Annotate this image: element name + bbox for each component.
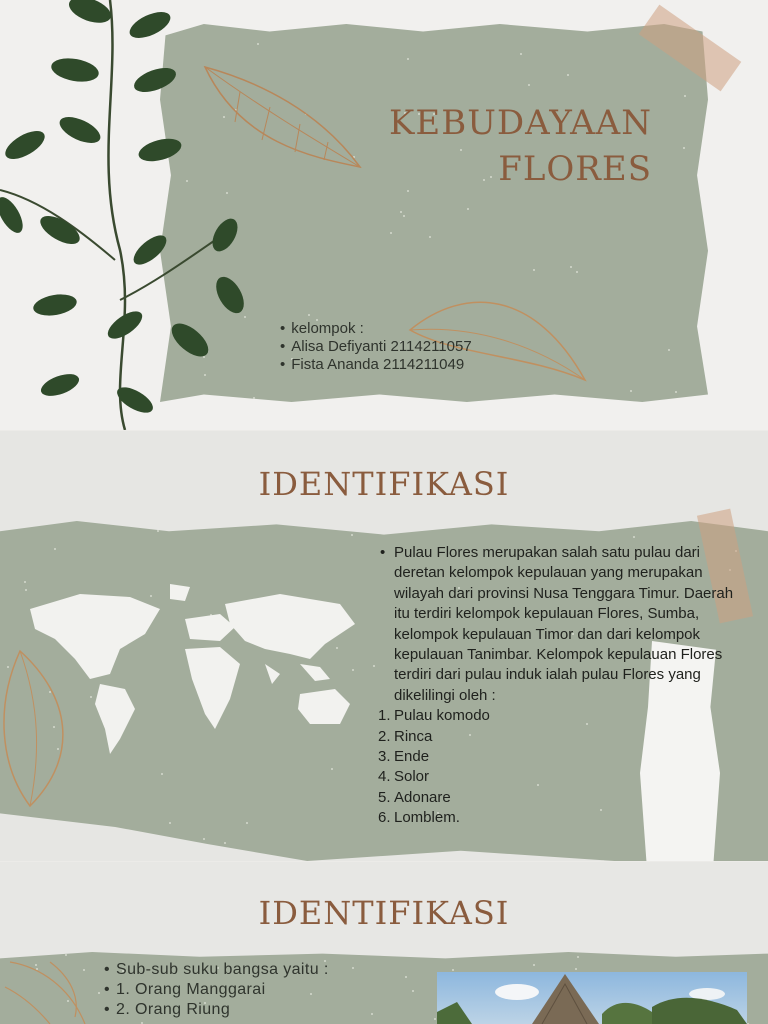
paper-speck bbox=[371, 1013, 373, 1015]
section-heading: IDENTIFIKASI bbox=[258, 894, 510, 932]
paper-speck bbox=[331, 768, 333, 770]
paper-speck bbox=[400, 211, 402, 213]
paper-speck bbox=[246, 822, 248, 824]
paper-speck bbox=[533, 269, 535, 271]
list-item: • 2. Orang Riung bbox=[104, 1000, 329, 1020]
paper-speck bbox=[668, 349, 670, 351]
paper-speck bbox=[684, 95, 686, 97]
green-vine-leaves-icon bbox=[0, 0, 260, 430]
paper-speck bbox=[467, 208, 469, 210]
paper-speck bbox=[570, 266, 572, 268]
list-item: 1. Pulau komodo bbox=[378, 707, 490, 725]
list-item: • kelompok : bbox=[280, 320, 472, 338]
title-slide bbox=[0, 0, 768, 430]
paper-speck bbox=[434, 1018, 436, 1020]
identifikasi-slide bbox=[0, 431, 768, 861]
list-item: 6. Lomblem. bbox=[378, 809, 460, 827]
traditional-house-photo bbox=[437, 972, 747, 1024]
traditional-house-image-icon bbox=[437, 972, 747, 1024]
paper-speck bbox=[207, 954, 209, 956]
paper-speck bbox=[405, 976, 407, 978]
section-heading: IDENTIFIKASI bbox=[258, 465, 510, 503]
identifikasi-slide-2 bbox=[0, 862, 768, 1024]
paper-speck bbox=[390, 232, 392, 234]
paper-speck bbox=[169, 822, 171, 824]
description-text bbox=[378, 543, 750, 829]
paper-speck bbox=[352, 967, 354, 969]
list-item: • Sub-sub suku bangsa yaitu : bbox=[104, 960, 329, 980]
sub-ethnic-list bbox=[104, 960, 329, 1020]
paper-speck bbox=[54, 548, 56, 550]
paper-speck bbox=[533, 964, 535, 966]
paper-speck bbox=[98, 992, 100, 994]
paper-speck bbox=[203, 838, 205, 840]
paper-speck bbox=[412, 990, 414, 992]
list-item: • Alisa Defiyanti 2114211057 bbox=[280, 338, 472, 356]
list-item: 3. Ende bbox=[378, 748, 430, 766]
paper-speck bbox=[315, 524, 317, 526]
paper-speck bbox=[633, 536, 635, 538]
paper-speck bbox=[161, 773, 163, 775]
island-list bbox=[378, 706, 750, 828]
paper-speck bbox=[576, 271, 578, 273]
paper-speck bbox=[675, 391, 677, 393]
paper-speck bbox=[683, 147, 685, 149]
paper-speck bbox=[157, 530, 159, 532]
list-item: • Fista Ananda 2114211049 bbox=[280, 356, 472, 374]
presentation-title bbox=[360, 100, 652, 192]
list-item: 4. Solor bbox=[378, 768, 430, 786]
paper-speck bbox=[567, 74, 569, 76]
paper-speck bbox=[520, 53, 522, 55]
paper-speck bbox=[528, 84, 530, 86]
paper-speck bbox=[113, 843, 115, 845]
paper-speck bbox=[575, 968, 577, 970]
paper-speck bbox=[373, 665, 375, 667]
title-line-1: KEBUDAYAAN bbox=[389, 103, 652, 143]
paper-speck bbox=[351, 534, 353, 536]
paper-speck bbox=[602, 860, 604, 861]
paper-speck bbox=[630, 390, 632, 392]
group-members-list bbox=[280, 320, 472, 374]
paper-speck bbox=[403, 215, 405, 217]
paper-speck bbox=[224, 842, 226, 844]
paper-speck bbox=[577, 956, 579, 958]
list-item: 5. Adonare bbox=[378, 788, 451, 806]
title-line-2: FLORES bbox=[498, 149, 652, 189]
gold-leaf-outline-icon bbox=[0, 957, 90, 1024]
description-paragraph: • Pulau Flores merupakan salah satu pulau dari deretan kelompok kepulauan yang merupakan wilayah dari provinsi Nusa Tenggara Timur. Daerah itu terdiri kelompok kepulauan Flores, Sumba, kelompok kepulauan Timor dan dari kelompok kepulauan Tanimbar. Kelompok kepulauan Flores terdiri dari pulau induk ialah pulau Flores yang dikelilingi oleh : bbox=[378, 543, 750, 706]
world-map-icon bbox=[20, 579, 360, 759]
paper-speck bbox=[429, 236, 431, 238]
paper-speck bbox=[308, 314, 310, 316]
list-item: 2. Rinca bbox=[378, 727, 433, 745]
list-item: • 1. Orang Manggarai bbox=[104, 980, 329, 1000]
paper-speck bbox=[407, 58, 409, 60]
